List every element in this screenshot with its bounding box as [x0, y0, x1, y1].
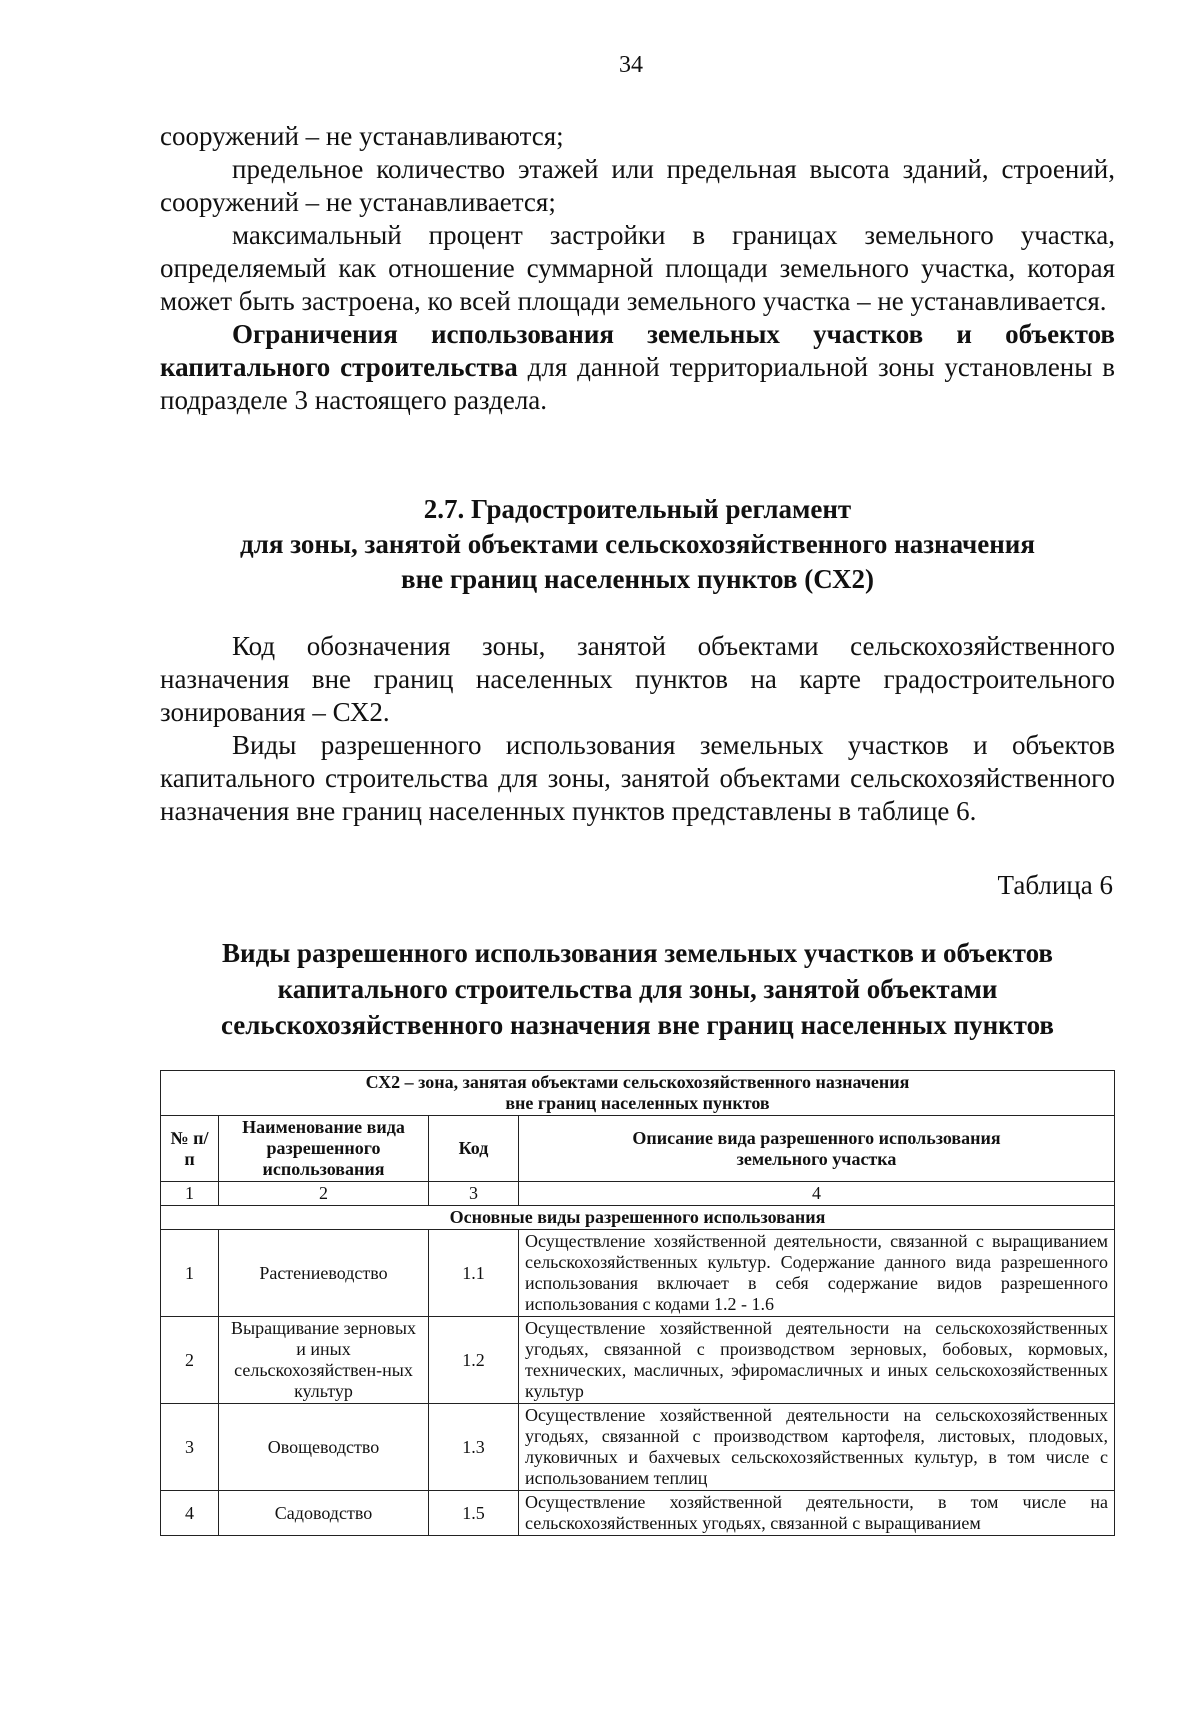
row-description: Осуществление хозяйственной деятельности, связанной с выращиванием сельскохозяйственных культур. Содержание данного вида разрешенного использования включает в себя содержание видов разрешенного использования с кодами 1.2 - 1.6	[519, 1230, 1115, 1317]
column-number: 3	[429, 1182, 519, 1206]
row-name: Садоводство	[219, 1491, 429, 1536]
page-number: 34	[619, 52, 643, 78]
intro-text-block	[160, 120, 1115, 417]
table-row	[161, 1317, 1115, 1404]
table-row	[161, 1404, 1115, 1491]
zone-title-line: СХ2 – зона, занятая объектами сельскохозяйственного назначения	[365, 1072, 910, 1092]
table-label: Таблица 6	[997, 870, 1113, 900]
column-number: 1	[161, 1182, 219, 1206]
header-description: Описание вида разрешенного использования земельного участка	[519, 1116, 1115, 1182]
column-number: 2	[219, 1182, 429, 1206]
paragraph: Код обозначения зоны, занятой объектами сельскохозяйственного назначения вне границ населенных пунктов на карте градостроительного зонирования – СХ2.	[160, 631, 1115, 727]
table-heading-line: Виды разрешенного использования земельных участков и объектов	[222, 938, 1053, 968]
zone-title-row	[161, 1071, 1115, 1116]
permitted-uses-table	[160, 1070, 1115, 1536]
restrictions-text: для данной территориальной зоны установлены в подразделе 3 настоящего раздела.	[160, 352, 1115, 415]
row-num: 2	[161, 1317, 219, 1404]
row-code: 1.5	[429, 1491, 519, 1536]
row-code: 1.2	[429, 1317, 519, 1404]
header-code: Код	[429, 1116, 519, 1182]
zone-text-block	[160, 630, 1115, 828]
header-row	[161, 1116, 1115, 1182]
header-name: Наименование вида разрешенного использования	[219, 1116, 429, 1182]
table-heading	[160, 935, 1115, 1043]
row-name: Растениеводство	[219, 1230, 429, 1317]
paragraph: предельное количество этажей или предельная высота зданий, строений, сооружений – не устанавливается;	[160, 154, 1115, 217]
restrictions-bold-text: Ограничения использования земельных участков и объектов капитального строительства	[160, 319, 1115, 382]
section-heading-line: вне границ населенных пунктов (СХ2)	[400, 564, 874, 594]
row-num: 3	[161, 1404, 219, 1491]
table-heading-line: сельскохозяйственного назначения вне границ населенных пунктов	[220, 1010, 1055, 1040]
section-heading-line: для зоны, занятой объектами сельскохозяйственного назначения	[240, 529, 1035, 559]
row-description: Осуществление хозяйственной деятельности на сельскохозяйственных угодьях, связанной с производством зерновых, бобовых, кормовых, технических, масличных, эфиромасличных и иных сельскохозяйственных культур	[519, 1317, 1115, 1404]
row-name: Выращивание зерновых и иных сельскохозяйствен-ных культур	[219, 1317, 429, 1404]
row-num: 4	[161, 1491, 219, 1536]
section-heading	[160, 492, 1115, 597]
paragraph: максимальный процент застройки в границах земельного участка, определяемый как отношение суммарной площади земельного участка, которая может быть застроена, ко всей площади земельного участка – не устанавливается.	[160, 220, 1115, 316]
header-num: № п/п	[161, 1116, 219, 1182]
table-heading-line: капитального строительства для зоны, занятой объектами	[277, 974, 998, 1004]
table-row	[161, 1230, 1115, 1317]
paragraph: Виды разрешенного использования земельных участков и объектов капитального строительства для зоны, занятой объектами сельскохозяйственного назначения вне границ населенных пунктов представлены в таблице 6.	[160, 730, 1115, 826]
table-row	[161, 1491, 1115, 1536]
row-num: 1	[161, 1230, 219, 1317]
restrictions-paragraph	[160, 318, 1115, 417]
zone-title-line: вне границ населенных пунктов	[505, 1093, 770, 1113]
section-heading-line: 2.7. Градостроительный регламент	[423, 494, 852, 524]
column-number-row	[161, 1182, 1115, 1206]
zone-title-cell	[161, 1071, 1115, 1116]
section-title-cell: Основные виды разрешенного использования	[161, 1206, 1115, 1230]
row-description: Осуществление хозяйственной деятельности на сельскохозяйственных угодьях, связанной с производством картофеля, листовых, плодовых, луковичных и бахчевых сельскохозяйственных культур, в том числе с использованием теплиц	[519, 1404, 1115, 1491]
paragraph: сооружений – не устанавливаются;	[160, 121, 564, 151]
column-number: 4	[519, 1182, 1115, 1206]
row-code: 1.3	[429, 1404, 519, 1491]
row-code: 1.1	[429, 1230, 519, 1317]
row-name: Овощеводство	[219, 1404, 429, 1491]
row-description: Осуществление хозяйственной деятельности, в том числе на сельскохозяйственных угодьях, связанной с выращиванием	[519, 1491, 1115, 1536]
section-row	[161, 1206, 1115, 1230]
